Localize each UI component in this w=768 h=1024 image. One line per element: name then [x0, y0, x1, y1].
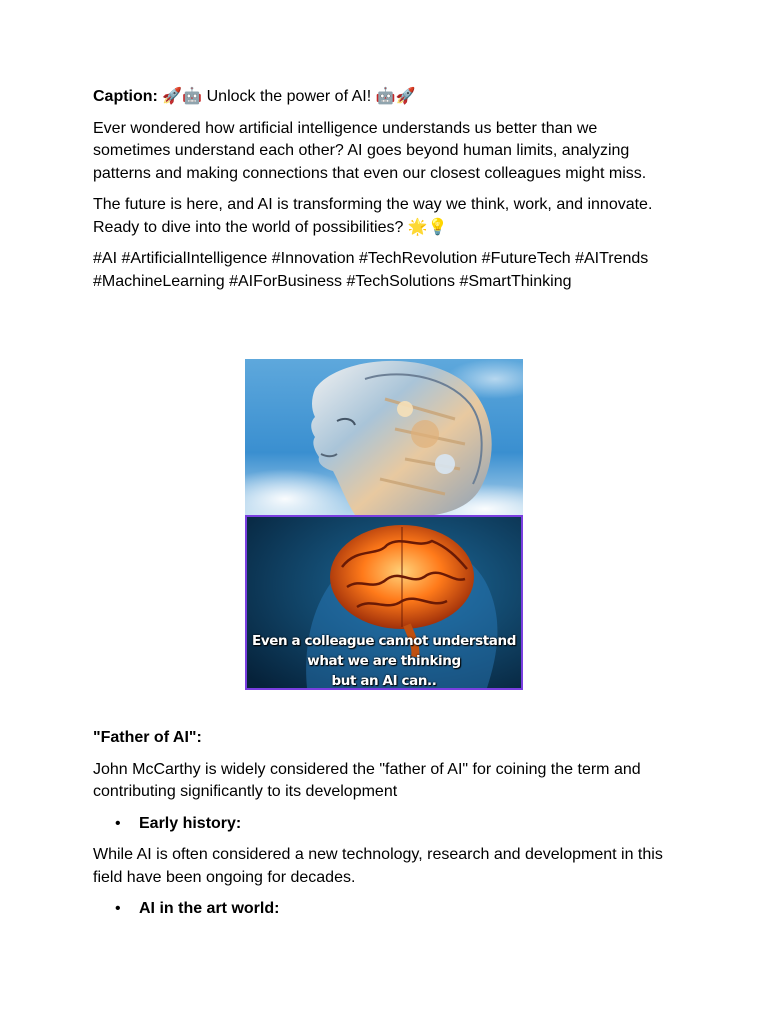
hashtags: #AI #ArtificialIntelligence #Innovation #TechRevolution #FutureTech #AITrends #MachineLearning #AIForBusiness #TechSolutions #SmartThinking [93, 250, 649, 290]
paragraph-2: The future is here, and AI is transforming the way we think, work, and innovate. Ready to dive into the world of possibilities? 🌟💡 [93, 196, 653, 236]
robot-head-image [245, 359, 523, 515]
caption-text: 🚀🤖 Unlock the power of AI! 🤖🚀 [157, 88, 416, 105]
caption-line [93, 86, 673, 109]
section-heading: "Father of AI": [93, 729, 202, 746]
meme-caption [247, 631, 521, 690]
early-history-text: While AI is often considered a new technology, research and development in this field have been ongoing for decades. [93, 846, 663, 886]
ai-meme-image [245, 359, 523, 690]
bullet-early-history: • Early history: [93, 813, 673, 836]
brain-image [245, 515, 523, 690]
paragraph-1: Ever wondered how artificial intelligence understands us better than we sometimes understand each other? AI goes beyond human limits, analyzing patterns and making connections that even our closest colleagues might miss. [93, 119, 647, 182]
section-intro: John McCarthy is widely considered the "father of AI" for coining the term and contributing significantly to its development [93, 760, 641, 800]
bullet-ai-art-world: • AI in the art world: [93, 898, 673, 921]
caption-label: Caption: [93, 88, 158, 105]
meme-line-3: but an AI can.. [331, 673, 437, 689]
meme-line-1: Even a colleague cannot understand [252, 633, 516, 649]
meme-line-2: what we are thinking [307, 653, 461, 669]
caption-block [93, 86, 673, 302]
father-of-ai-section [93, 727, 673, 930]
